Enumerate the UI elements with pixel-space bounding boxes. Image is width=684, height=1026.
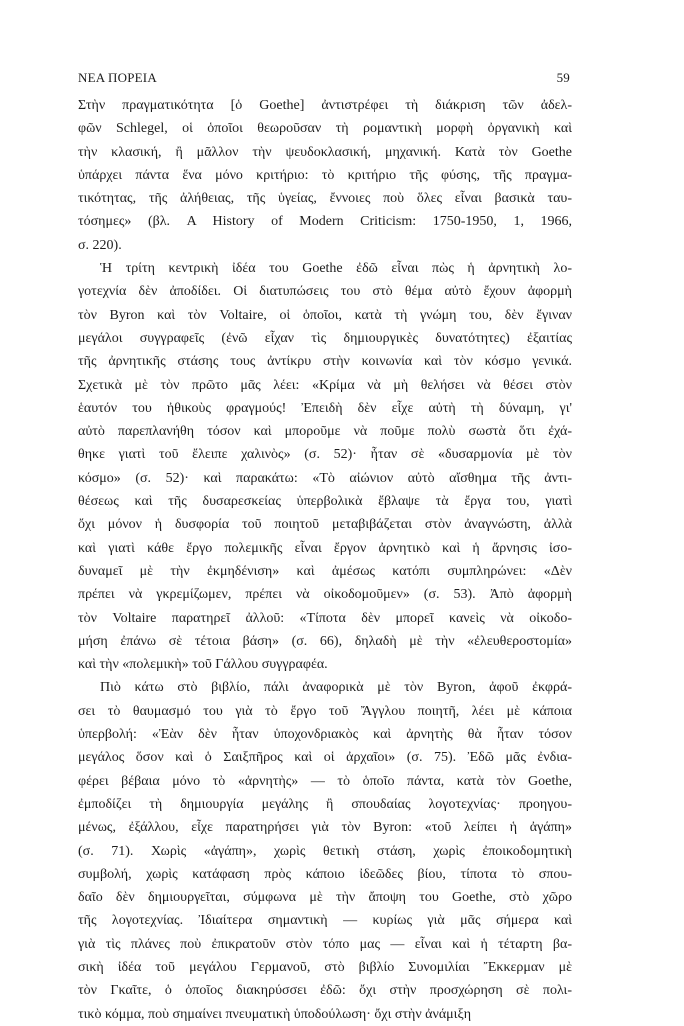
- text-line: δυναμεῖ μὲ τὴν ἐκμηδένιση» καὶ ἀμέσως κατόπι συμπληρώνει: «Δὲν: [78, 563, 572, 579]
- text-line: τῆς λογοτεχνίας. Ἰδιαίτερα σημαντικὴ — κυρίως γιὰ μᾶς σήμερα καὶ: [78, 913, 572, 929]
- text-line: τῆς ἀρνητικῆς στάσης τους ἀντίκρυ στὴν κοινωνία καὶ τὸν κόσμο γενικά.: [78, 354, 572, 370]
- text-line: συμβολή, χωρὶς κατάφαση πρὸς κάποιο ἰδεῶδες βίου, τίποτα τὸ σπου-: [78, 866, 572, 882]
- text-line: σικὴ ἰδέα τοῦ μεγάλου Γερμανοῦ, στὸ βιβλίο Συνομιλίαι Ἔκκερμαν μὲ: [78, 959, 572, 975]
- text-line: Ἡ τρίτη κεντρικὴ ἰδέα του Goethe ἐδῶ εἶναι πὼς ἡ ἀρνητικὴ λο-: [100, 261, 572, 277]
- text-line: τὸν Byron καὶ τὸν Voltaire, οἱ ὁποῖοι, κατὰ τὴ γνώμη του, δὲν ἔγιναν: [78, 307, 572, 323]
- text-line: τὴν κλασική, ἢ μᾶλλον τὴν ψευδοκλασική, μηχανική. Κατὰ τὸν Goethe: [78, 144, 572, 160]
- text-line: γοτεχνία δὲν ἀποδίδει. Οἱ διατυπώσεις του στὸ θέμα αὐτὸ ἔχουν ἀφορμὴ: [78, 284, 572, 300]
- text-line: μήση ἐπάνω σὲ τέτοια βάση» (σ. 66), δηλαδὴ μὲ τὴν «ἐλευθεροστομία»: [78, 633, 572, 649]
- text-line: σ. 220).: [78, 237, 122, 253]
- text-line: δαῖο δὲν δημιουργεῖται, σύμφωνα μὲ τὴν ἄποψη του Goethe, στὸ χῶρο: [78, 890, 572, 906]
- text-line: μεγάλοι συγγραφεῖς (ἐνῶ εἶχαν τὶς δημιουργικὲς δυνατότητες) ἐξαιτίας: [78, 330, 572, 346]
- text-line: τικότητας, τῆς ἀλήθειας, τῆς ὑγείας, ἔννοιες ποὺ ὅλες εἶναι βασικὰ ταυ-: [78, 191, 572, 207]
- text-line: ὑπερβολή: «Ἐὰν δὲν ἦταν ὑποχονδριακὸς καὶ ἀρνητὴς θὰ ἦταν τόσον: [78, 727, 572, 743]
- text-line: τικὸ κόμμα, ποὺ σημαίνει πνευματικὴ ὑποδούλωση· ὄχι στὴν ἀνάμιξη: [78, 1006, 472, 1022]
- text-line: μένως, ἐξάλλου, εἶχε παρατηρήσει γιὰ τὸν Byron: «τοῦ λείπει ἡ ἀγάπη»: [78, 820, 572, 836]
- paragraph: [78, 676, 572, 1025]
- text-line: σει τὸ θαυμασμό του γιὰ τὸ ἔργο τοῦ Ἄγγλου ποιητῆ, λέει μὲ κάποια: [78, 703, 572, 719]
- text-line: Πιὸ κάτω στὸ βιβλίο, πάλι ἀναφορικὰ μὲ τὸν Byron, ἀφοῦ ἐκφρά-: [100, 680, 572, 696]
- text-line: πρέπει νὰ γκρεμίζωμεν, πρέπει νὰ οἰκοδομοῦμεν» (σ. 53). Ἀπὸ ἀφορμὴ: [78, 587, 572, 603]
- journal-title: ΝΕΑ ΠΟΡΕΙΑ: [78, 70, 157, 85]
- text-line: μεγάλος ὅσον καὶ ὁ Σαιξπῆρος καὶ οἱ ἀρχαῖοι» (σ. 75). Ἐδῶ μᾶς ἐνδια-: [78, 750, 572, 766]
- running-head: [78, 70, 570, 86]
- text-line: αὐτὸ παρεπλανήθη τόσον καὶ μποροῦμε νὰ ποῦμε πολὺ σωστὰ ὅτι ἐχά-: [78, 424, 572, 440]
- text-line: κόσμο» (σ. 52)· καὶ παρακάτω: «Τὸ αἰώνιον αὐτὸ αἴσθημα τῆς ἀντι-: [78, 470, 572, 486]
- text-line: τὸν Γκαῖτε, ὁ ὁποῖος διακηρύσσει ἐδῶ: ὄχι στὴν προσχώρηση σὲ πολι-: [78, 983, 572, 999]
- paragraph: [78, 257, 572, 676]
- text-line: τὸν Voltaire παρατηρεῖ ἀλλοῦ: «Τίποτα δὲν μπορεῖ κανεὶς νὰ οἰκοδο-: [78, 610, 572, 626]
- text-line: Στὴν πραγματικότητα [ὁ Goethe] ἀντιστρέφει τὴ διάκριση τῶν ἀδελ-: [78, 98, 572, 113]
- page-number: 59: [556, 70, 570, 85]
- text-line: ὑπάρχει πάντα ἕνα μόνο κριτήριο: τὸ κριτήριο τῆς φύσης, τῆς πραγμα-: [78, 167, 572, 183]
- text-line: καὶ τὴν «πολεμικὴ» τοῦ Γάλλου συγγραφέα.: [78, 657, 328, 673]
- text-line: θηκε γιατὶ τοῦ ἔλειπε χαλινὸς» (σ. 52)· ἦταν σὲ «δυσαρμονία μὲ τὸν: [78, 447, 572, 463]
- text-line: γιὰ τὶς πλάνες ποὺ ἐπικρατοῦν στὸν τόπο μας — εἶναι καὶ ἡ τέταρτη βα-: [78, 936, 572, 952]
- text-line: (σ. 71). Χωρὶς «ἀγάπη», χωρὶς θετικὴ στάση, χωρὶς ἐποικοδομητικὴ: [78, 843, 572, 859]
- text-line: ὄχι μόνον ἡ δυσφορία τοῦ ποιητοῦ μεταβιβάζεται στὸν ἀναγνώστη, ἀλλὰ: [78, 517, 572, 533]
- text-line: ἑαυτόν του ἠθικοὺς φραγμούς! Ἐπειδὴ δὲν εἶχε αὐτὴ τὴ δύναμη, γι': [78, 400, 572, 416]
- text-line: φέρει βέβαια μόνο τὸ «ἀρνητὴς» — τὸ ὁποῖο πάντα, κατὰ τὸν Goethe,: [78, 773, 572, 789]
- text-line: θέσεως καὶ τῆς δυσαρεσκείας ὑπερβολικὰ ἔβλαψε τὰ ἔργα του, γιατὶ: [78, 494, 572, 510]
- text-line: φῶν Schlegel, οἱ ὁποῖοι θεωροῦσαν τὴ ρομαντικὴ μορφὴ ὀργανικὴ καὶ: [78, 121, 572, 137]
- text-line: ἐμποδίζει τὴ δημιουργία μεγάλης ἢ σπουδαίας λογοτεχνίας· προηγου-: [78, 796, 572, 812]
- text-line: τόσημες» (βλ. A History of Modern Criticism: 1750-1950, 1, 1966,: [78, 214, 572, 230]
- body-text: [78, 94, 572, 1026]
- text-line: Σχετικὰ μὲ τὸν πρῶτο μᾶς λέει: «Κρίμα νὰ μὴ θελήσει νὰ θέσει στὸν: [78, 377, 572, 393]
- paragraph: [78, 94, 572, 257]
- text-line: καὶ γιατὶ κάθε ἔργο πολεμικῆς εἶναι ἔργον ἀρνητικὸ καὶ ἡ ἄρνησις ἰσο-: [78, 540, 572, 556]
